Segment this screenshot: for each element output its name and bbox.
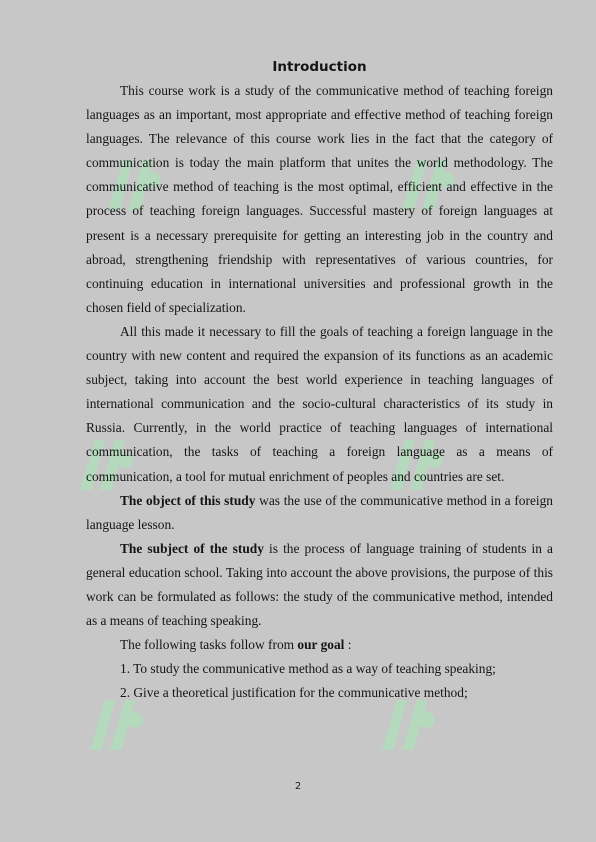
object-text: was the use of the communicative method in a foreign language lesson. bbox=[86, 492, 553, 532]
goal-label: our goal bbox=[297, 637, 345, 653]
page-number: 2 bbox=[294, 781, 302, 792]
task-item-1: 1. To study the communicative method as a way of teaching speaking; bbox=[120, 661, 496, 677]
tasks-intro-text: The following tasks follow from bbox=[120, 637, 298, 653]
tasks-intro-end: : bbox=[344, 637, 352, 653]
object-label: The object of this study bbox=[120, 492, 256, 508]
task-item-2: 2. Give a theoretical justification for the communicative method; bbox=[120, 685, 468, 701]
document-body bbox=[86, 58, 553, 705]
paragraph-subject bbox=[86, 537, 553, 633]
subject-label: The subject of the study bbox=[120, 540, 264, 556]
subject-text: is the process of language training of students in a general education school. Taking into account the above provisions, the purpose of this work can be formulated as follows: the study of the communicative method, intended as a means of teaching speaking. bbox=[86, 540, 554, 629]
paragraph-object bbox=[86, 489, 553, 537]
page-title: Introduction bbox=[272, 59, 367, 75]
paragraph-relevance: This course work is a study of the communicative method of teaching foreign languages as an important, most appropriate and effective method of teaching foreign languages. The relevance of this course work lies in the fact that the category of communication is today the main platform that unites the world methodology. The communicative method of teaching is the most optimal, efficient and effective in the process of teaching foreign languages. Successful mastery of foreign languages at present is a necessary prerequisite for getting an interesting job in the country and abroad, strengthening friendship with representatives of various countries, for continuing education in international universities and professional growth in the chosen field of specialization. bbox=[86, 83, 553, 315]
paragraph-tasks-intro bbox=[86, 633, 553, 657]
paragraph-goals: All this made it necessary to fill the goals of teaching a foreign language in the country with new content and required the expansion of its functions as an academic subject, taking into account the best world experience in teaching languages of international communication and the socio-cultural characteristics of its study in Russia. Currently, in the world practice of teaching languages of international communication, the tasks of teaching a foreign language as a means of communication, a tool for mutual enrichment of peoples and countries are set. bbox=[86, 323, 553, 484]
